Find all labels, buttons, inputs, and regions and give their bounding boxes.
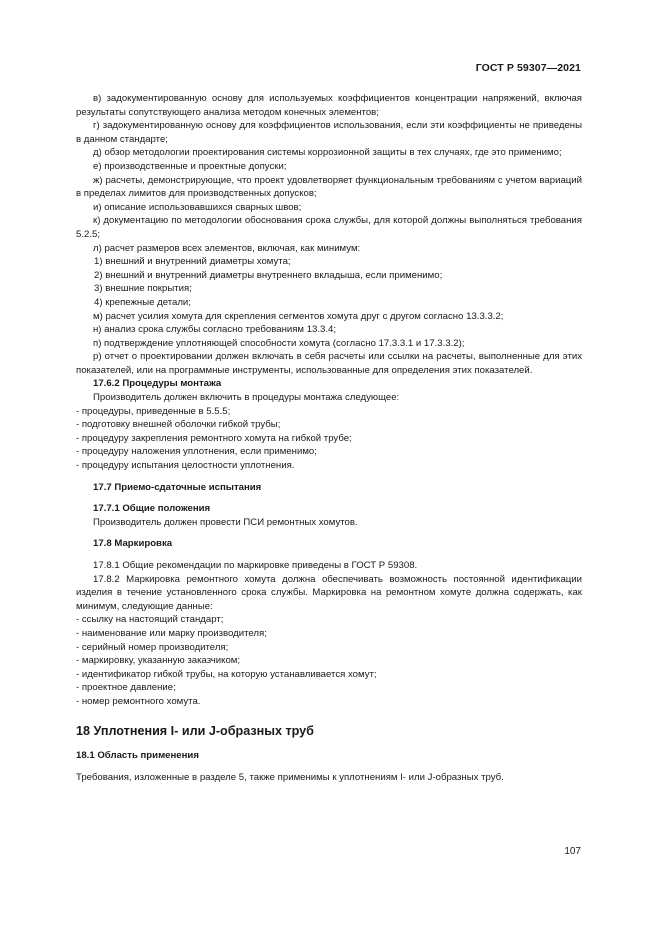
page-content <box>76 92 582 784</box>
list-item-r: р) отчет о проектировании должен включать в себя расчеты или ссылки на расчеты, выполненные для этих показателей, или на программные инструменты, использованные для определения этих показателей. <box>76 351 582 376</box>
spacer <box>76 473 582 481</box>
sublist-item-3 <box>76 282 582 296</box>
list-item-i: и) описание использовавшихся сварных швов; <box>93 201 302 213</box>
paragraph-17-7-1: Производитель должен провести ПСИ ремонтных хомутов. <box>93 516 358 528</box>
heading-17-7: 17.7 Приемо-сдаточные испытания <box>93 481 262 493</box>
paragraph-17-8-2: 17.8.2 Маркировка ремонтного хомута должна обеспечивать возможность постоянной идентификации изделия в течение установленного срока службы. Маркировка на ремонтном хомуте должна содержать, как минимум, следующие данные: <box>76 573 582 612</box>
heading-17-6-2: 17.6.2 Процедуры монтажа <box>93 378 222 390</box>
dash-item: - процедуру наложения уплотнения, если применимо; <box>76 446 317 458</box>
list-item-d: д) обзор методологии проектирования системы коррозионной защиты в тех случаях, где это применимо; <box>93 147 562 159</box>
sublist-item-4 <box>76 296 582 310</box>
dash-item: - подготовку внешней оболочки гибкой трубы; <box>76 419 281 431</box>
list-item-g: г) задокументированную основу для коэффициентов использования, если эти коэффициенты не приведены в данном стандарте; <box>76 120 582 145</box>
page-number: 107 <box>564 846 581 857</box>
document-header-standard: ГОСТ Р 59307—2021 <box>475 62 581 74</box>
list-item-e: е) производственные и проектные допуски; <box>93 160 287 172</box>
list-item-zh: ж) расчеты, демонстрирующие, что проект удовлетворяет функциональным требованиям с учетом вариаций в пределах лимитов для производственных допусков; <box>76 174 582 200</box>
heading-17-8: 17.8 Маркировка <box>93 538 173 550</box>
heading-17-7-1: 17.7.1 Общие положения <box>93 503 211 515</box>
spacer <box>76 551 582 559</box>
list-item-k: к) документацию по методологии обоснования срока службы, для которой должны выполняться требования 5.2.5; <box>76 215 582 240</box>
spacer <box>76 529 582 537</box>
dash-item: - маркировку, указанную заказчиком; <box>76 655 241 667</box>
dash-item: - процедуры, приведенные в 5.5.5; <box>76 405 231 417</box>
dash-item: - проектное давление; <box>76 682 176 694</box>
list-item-m: м) расчет усилия хомута для скрепления сегментов хомута друг с другом согласно 13.3.3.2; <box>93 310 504 322</box>
heading-18: 18 Уплотнения I- или J-образных труб <box>76 723 314 738</box>
spacer <box>76 738 582 749</box>
list-item-p: п) подтверждение уплотняющей способности хомута (согласно 17.3.3.1 и 17.3.3.2); <box>93 337 465 349</box>
dash-item: - номер ремонтного хомута. <box>76 695 201 707</box>
dash-item: - процедуру закрепления ремонтного хомута на гибкой трубе; <box>76 432 352 444</box>
spacer <box>76 763 582 771</box>
dash-item: - серийный номер производителя; <box>76 641 229 653</box>
spacer <box>76 709 582 725</box>
paragraph-17-8-1: 17.8.1 Общие рекомендации по маркировке приведены в ГОСТ Р 59308. <box>93 560 418 571</box>
list-item-n: н) анализ срока службы согласно требованиям 13.3.4; <box>93 324 337 336</box>
sublist-item-4-text: 4) крепежные детали; <box>94 296 191 308</box>
spacer <box>76 494 582 502</box>
dash-item: - наименование или марку производителя; <box>76 627 267 639</box>
list-item-l: л) расчет размеров всех элементов, включая, как минимум: <box>93 242 361 254</box>
sublist-item-2-text: 2) внешний и внутренний диаметры внутреннего вкладыша, если применимо; <box>94 269 443 281</box>
sublist-item-1 <box>76 255 582 269</box>
dash-item: - процедуру испытания целостности уплотнения. <box>76 460 295 472</box>
dash-item: - идентификатор гибкой трубы, на которую устанавливается хомут; <box>76 668 377 680</box>
paragraph-18-1: Требования, изложенные в разделе 5, также применимы к уплотнениям I- или J-образных труб. <box>76 771 504 783</box>
dash-item: - ссылку на настоящий стандарт; <box>76 614 224 626</box>
paragraph-17-6-2-intro: Производитель должен включить в процедуры монтажа следующее: <box>93 392 400 404</box>
list-item-v: в) задокументированную основу для используемых коэффициентов концентрации напряжений, включая результаты сопутствующего анализа методом конечных элементов; <box>76 93 582 118</box>
sublist-item-2 <box>76 269 582 283</box>
heading-18-1: 18.1 Область применения <box>76 750 199 762</box>
sublist-item-3-text: 3) внешние покрытия; <box>94 283 192 295</box>
sublist-item-1-text: 1) внешний и внутренний диаметры хомута; <box>94 256 291 268</box>
